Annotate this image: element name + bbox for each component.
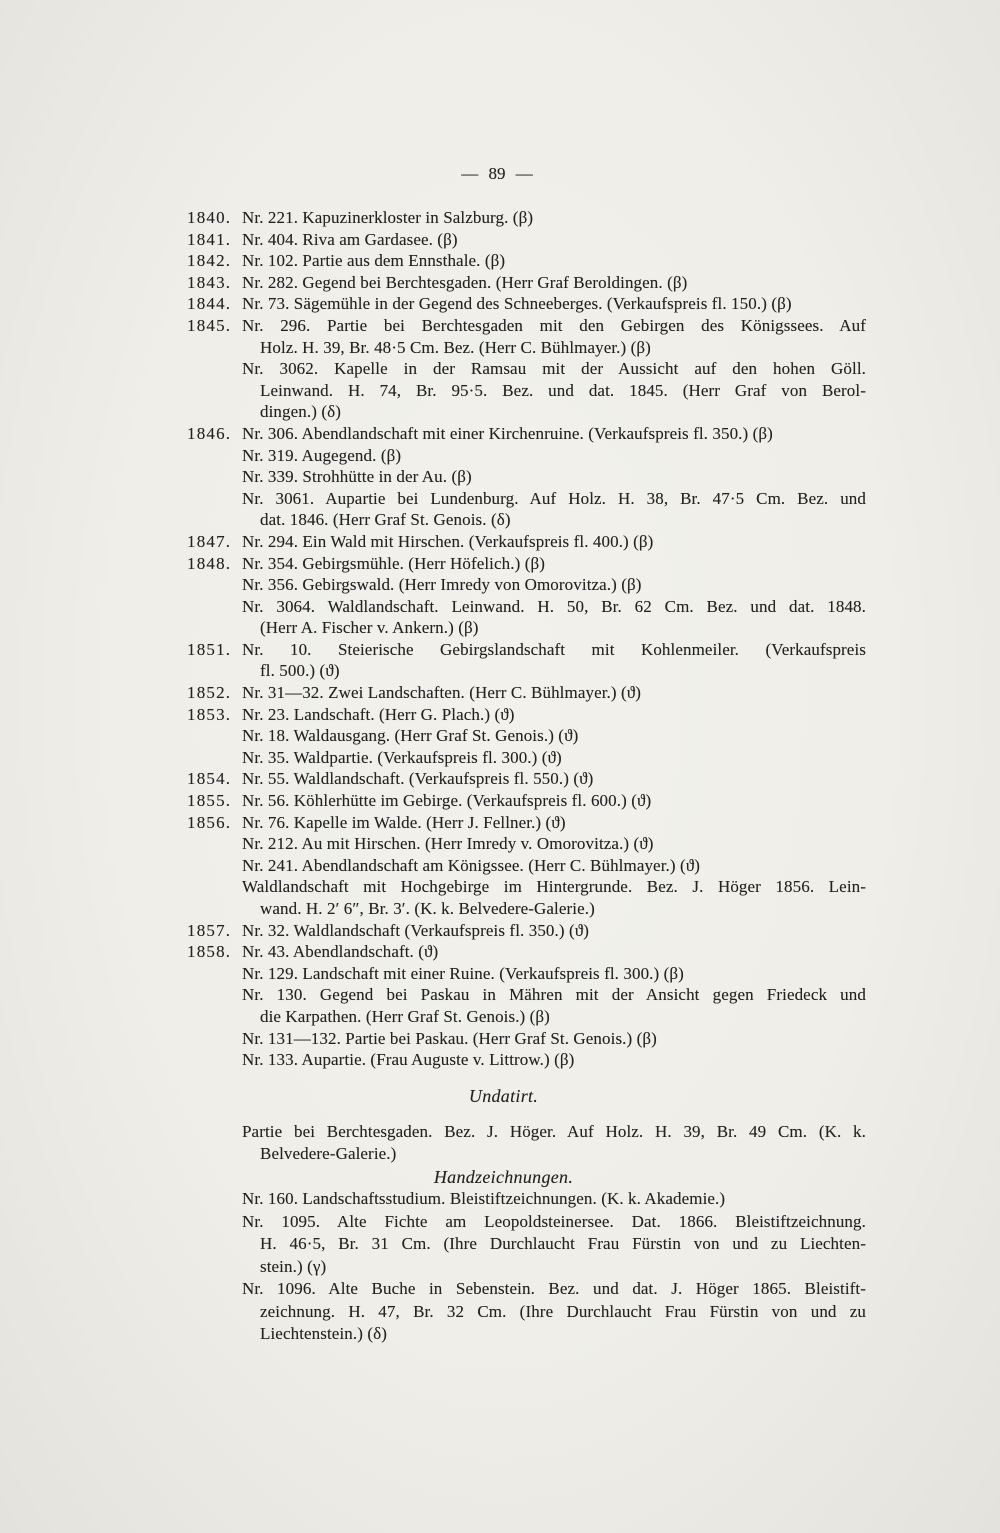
entry-year: 1856. — [187, 812, 232, 832]
catalog-entry — [187, 207, 866, 229]
entry-title-line: Nr. 35. Waldpartie. (Verkaufspreis fl. 300.) (ϑ) — [242, 747, 562, 767]
entry-year: 1854. — [187, 769, 232, 789]
catalog-entry — [187, 682, 866, 704]
entry-year: 1853. — [187, 704, 232, 724]
entry-continuation-line: Holz. H. 39, Br. 48·5 Cm. Bez. (Herr C. Bühlmayer.) (β) — [260, 337, 651, 357]
entry-title-line: Nr. 339. Strohhütte in der Au. (β) — [242, 467, 472, 487]
entry-title-line: Nr. 294. Ein Wald mit Hirschen. (Verkaufspreis fl. 400.) (β) — [242, 531, 654, 551]
entry-year: 1846. — [187, 423, 232, 443]
entry-title-line: Nr. 282. Gegend bei Berchtesgaden. (Herr Graf Beroldingen. (β) — [242, 272, 688, 292]
catalog-entry — [187, 1049, 866, 1071]
entry-year: 1843. — [187, 272, 232, 292]
entry-year: 1852. — [187, 683, 232, 703]
entry-year: 1840. — [187, 208, 232, 227]
entry-title-line: Nr. 1095. Alte Fichte am Leopoldsteinersee. Dat. 1866. Bleistiftzeichnung. — [242, 1211, 866, 1231]
entry-title-line: Nr. 32. Waldlandschaft (Verkaufspreis fl. 350.) (ϑ) — [242, 920, 590, 940]
entry-title-line: Nr. 43. Abendlandschaft. (ϑ) — [242, 942, 439, 962]
entry-title-line: Nr. 102. Partie aus dem Ennsthale. (β) — [242, 251, 506, 271]
entry-year: 1851. — [187, 639, 232, 659]
catalog-entry — [187, 876, 866, 919]
catalog-entry — [187, 272, 866, 294]
catalog-entry — [187, 250, 866, 272]
entry-title-line: Nr. 76. Kapelle im Walde. (Herr J. Fellner.) (ϑ) — [242, 812, 566, 832]
catalog-entry — [187, 1188, 866, 1211]
catalog-entry — [187, 293, 866, 315]
entry-continuation-line: Liechtenstein.) (δ) — [260, 1324, 387, 1344]
catalog-entry — [187, 315, 866, 358]
catalog-entry — [187, 984, 866, 1027]
entry-title-line: Nr. 221. Kapuzinerkloster in Salzburg. (β) — [242, 208, 534, 227]
catalog-entry — [187, 229, 866, 251]
entry-title-line: Nr. 354. Gebirgsmühle. (Herr Höfelich.) (β) — [242, 553, 545, 573]
catalog-entry — [187, 466, 866, 488]
catalog-entry — [187, 812, 866, 834]
entry-title-line: Nr. 3064. Waldlandschaft. Leinwand. H. 50, Br. 62 Cm. Bez. und dat. 1848. — [242, 596, 866, 616]
entry-title-line: Nr. 306. Abendlandschaft mit einer Kirchenruine. (Verkaufspreis fl. 350.) (β) — [242, 423, 773, 443]
catalog-entry — [187, 639, 866, 682]
catalog-section — [187, 1167, 866, 1346]
entry-title-line: Nr. 73. Sägemühle in der Gegend des Schneeberges. (Verkaufspreis fl. 150.) (β) — [242, 294, 792, 314]
entry-title-line: Nr. 56. Köhlerhütte im Gebirge. (Verkaufspreis fl. 600.) (ϑ) — [242, 791, 652, 811]
entry-continuation-line: zeichnung. H. 47, Br. 32 Cm. (Ihre Durchlaucht Frau Fürstin von und zu — [260, 1301, 866, 1321]
entry-title-line: Partie bei Berchtesgaden. Bez. J. Höger. Auf Holz. H. 39, Br. 49 Cm. (K. k. — [242, 1122, 866, 1142]
entry-title-line: Nr. 212. Au mit Hirschen. (Herr Imredy v. Omorovitza.) (ϑ) — [242, 834, 654, 854]
catalog-entry — [187, 704, 866, 726]
entry-title-line: Nr. 241. Abendlandschaft am Königssee. (Herr C. Bühlmayer.) (ϑ) — [242, 855, 701, 875]
catalog-list — [187, 207, 866, 1346]
page-number: — 89 — — [461, 164, 533, 183]
catalog-entry — [187, 963, 866, 985]
catalog-entry — [187, 920, 866, 942]
entry-title-line: Nr. 404. Riva am Gardasee. (β) — [242, 229, 458, 249]
entry-continuation-line: die Karpathen. (Herr Graf St. Genois.) (β) — [260, 1006, 550, 1026]
entry-continuation-line: Belvedere-Galerie.) — [260, 1143, 397, 1163]
entry-continuation-line: fl. 500.) (ϑ) — [260, 661, 340, 681]
catalog-entry — [187, 531, 866, 553]
section-heading: Handzeichnungen. — [433, 1166, 574, 1187]
entry-year: 1847. — [187, 531, 232, 551]
entry-title-line: Waldlandschaft mit Hochgebirge im Hintergrunde. Bez. J. Höger 1856. Lein- — [242, 877, 866, 897]
catalog-entry — [187, 725, 866, 747]
entry-title-line: Nr. 130. Gegend bei Paskau in Mähren mit der Ansicht gegen Friedeck und — [242, 985, 866, 1005]
catalog-entry — [187, 855, 866, 877]
entry-title-line: Nr. 1096. Alte Buche in Sebenstein. Bez. und dat. J. Höger 1865. Bleistift- — [242, 1279, 866, 1299]
catalog-entry — [187, 768, 866, 790]
entry-year: 1844. — [187, 294, 232, 314]
entry-year: 1845. — [187, 315, 232, 335]
entry-title-line: Nr. 296. Partie bei Berchtesgaden mit den Gebirgen des Königssees. Auf — [242, 315, 866, 335]
entry-continuation-line: dingen.) (δ) — [260, 402, 341, 422]
entry-title-line: Nr. 160. Landschaftsstudium. Bleistiftzeichnungen. (K. k. Akademie.) — [242, 1189, 726, 1209]
entry-year: 1841. — [187, 229, 232, 249]
entry-title-line: Nr. 131—132. Partie bei Paskau. (Herr Graf St. Genois.) (β) — [242, 1028, 657, 1048]
entry-continuation-line: stein.) (γ) — [260, 1256, 327, 1276]
entry-title-line: Nr. 31—32. Zwei Landschaften. (Herr C. Bühlmayer.) (ϑ) — [242, 683, 642, 703]
entry-title-line: Nr. 55. Waldlandschaft. (Verkaufspreis fl. 550.) (ϑ) — [242, 769, 594, 789]
entry-title-line: Nr. 133. Aupartie. (Frau Auguste v. Littrow.) (β) — [242, 1050, 575, 1070]
entry-title-line: Nr. 10. Steierische Gebirgslandschaft mit Kohlenmeiler. (Verkaufspreis — [242, 639, 866, 659]
catalog-entry — [187, 358, 866, 423]
entry-continuation-line: Leinwand. H. 74, Br. 95·5. Bez. und dat. 1845. (Herr Graf von Berol- — [260, 380, 866, 400]
catalog-section — [187, 1086, 866, 1165]
entry-title-line: Nr. 3062. Kapelle in der Ramsau mit der Aussicht auf den hohen Göll. — [242, 359, 866, 379]
catalog-entry — [187, 747, 866, 769]
entry-continuation-line: wand. H. 2′ 6″, Br. 3′. (K. k. Belvedere-Galerie.) — [260, 899, 595, 918]
catalog-entry — [187, 1121, 866, 1164]
entry-year: 1858. — [187, 942, 232, 962]
catalog-entry — [187, 574, 866, 596]
catalog-entry — [187, 423, 866, 445]
entry-year: 1842. — [187, 251, 232, 271]
catalog-entry — [187, 941, 866, 963]
entry-year: 1855. — [187, 791, 232, 811]
catalog-entry — [187, 1211, 866, 1279]
entry-title-line: Nr. 356. Gebirgswald. (Herr Imredy von Omorovitza.) (β) — [242, 575, 642, 595]
catalog-entry — [187, 445, 866, 467]
entry-title-line: Nr. 3061. Aupartie bei Lundenburg. Auf Holz. H. 38, Br. 47·5 Cm. Bez. und — [242, 488, 866, 508]
entry-year: 1857. — [187, 920, 232, 940]
catalog-entry — [187, 1028, 866, 1050]
entry-title-line: Nr. 18. Waldausgang. (Herr Graf St. Genois.) (ϑ) — [242, 726, 579, 746]
catalog-section — [187, 207, 866, 1071]
entry-title-line: Nr. 319. Augegend. (β) — [242, 445, 402, 465]
catalog-entry — [187, 596, 866, 639]
catalog-entry — [187, 790, 866, 812]
entry-title-line: Nr. 23. Landschaft. (Herr G. Plach.) (ϑ) — [242, 704, 515, 724]
entry-continuation-line: dat. 1846. (Herr Graf St. Genois. (δ) — [260, 510, 511, 530]
entry-continuation-line: (Herr A. Fischer v. Ankern.) (β) — [260, 618, 479, 638]
catalog-entry — [187, 833, 866, 855]
section-heading: Undatirt. — [468, 1085, 539, 1106]
entry-title-line: Nr. 129. Landschaft mit einer Ruine. (Verkaufspreis fl. 300.) (β) — [242, 963, 684, 983]
entry-continuation-line: H. 46·5, Br. 31 Cm. (Ihre Durchlaucht Frau Fürstin von und zu Liechten- — [260, 1234, 866, 1254]
entry-year: 1848. — [187, 553, 232, 573]
catalog-entry — [187, 1278, 866, 1346]
catalog-entry — [187, 553, 866, 575]
catalog-entry — [187, 488, 866, 531]
